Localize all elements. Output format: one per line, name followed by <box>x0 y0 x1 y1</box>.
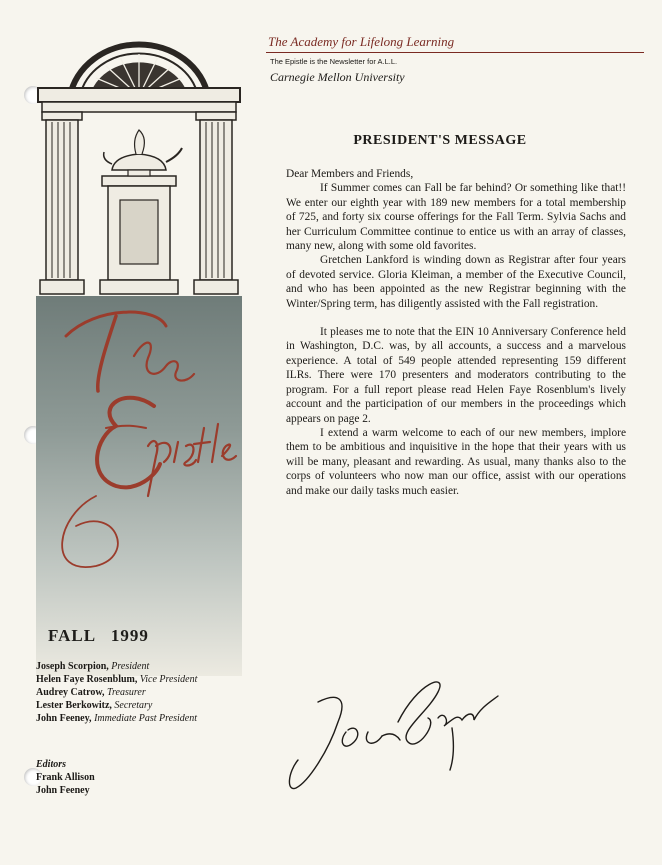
officer-past-president: John Feeney, Immediate Past President <box>36 713 198 724</box>
message-paragraph: If Summer comes can Fall be far behind? Or something like that!! We enter our eighth year with 189 new members for a total membership of 725, and forty six course offerings for the Fall Term. Sylvia Sachs and her Curriculum Committee continue to entice us with an array of classes, many new, along with some old favorites. <box>286 182 626 253</box>
header-rule <box>266 52 644 53</box>
university-name: Carnegie Mellon University <box>270 70 405 84</box>
editor-name: John Feeney <box>36 785 90 796</box>
officers-list <box>36 660 256 725</box>
salutation: Dear Members and Friends, <box>286 168 414 180</box>
officer-president: Joseph Scorpion, President <box>36 661 150 672</box>
masthead-column <box>36 18 242 848</box>
handwritten-signature <box>278 662 508 802</box>
issue-label: FALL 1999 <box>48 626 149 645</box>
message-title: PRESIDENT'S MESSAGE <box>353 133 527 148</box>
message-paragraph: Gretchen Lankford is winding down as Registrar after four years of devoted service. Gloria Kleiman, a member of the Executive Council, and who has been appointed as the new Registrar beginning with the Winter/Spring term, has diligently assisted with the Fall registration. <box>286 254 626 310</box>
officer-vice-president: Helen Faye Rosenblum, Vice President <box>36 674 198 685</box>
message-paragraph: I extend a warm welcome to each of our new members, implore them to be ambitious and inquisitive in the hope that their years with us will be many, pleasant and rewarding. As usual, many thanks also to the corps of volunteers who now man our office, assist with our operations and make our daily tasks much easier. <box>286 426 626 497</box>
newsletter-line: The Epistle is the Newsletter for A.L.L. <box>270 57 398 66</box>
editors-block <box>36 758 95 797</box>
editor-name: Frank Allison <box>36 772 95 783</box>
editors-heading: Editors <box>36 759 67 770</box>
officer-secretary: Lester Berkowitz, Secretary <box>36 700 153 711</box>
academy-title: The Academy for Lifelong Learning <box>268 34 455 49</box>
presidents-message <box>286 167 626 498</box>
message-paragraph: It pleases me to note that the EIN 10 Anniversary Conference held in Washington, D.C. was, by all accounts, a success and a marvelous experience. A total of 549 people attended representing 159 different ILRs. There were 170 presenters and moderators contributing to the program. For a full report please read Helen Faye Rosenblum's lively account and the participation of our members in the proceedings which appears on page 2. <box>286 326 626 425</box>
temple-lamp-illustration <box>36 18 242 298</box>
masthead-band <box>36 296 242 676</box>
officer-treasurer: Audrey Catrow, Treasurer <box>36 687 146 698</box>
epistle-script-title <box>36 296 242 596</box>
